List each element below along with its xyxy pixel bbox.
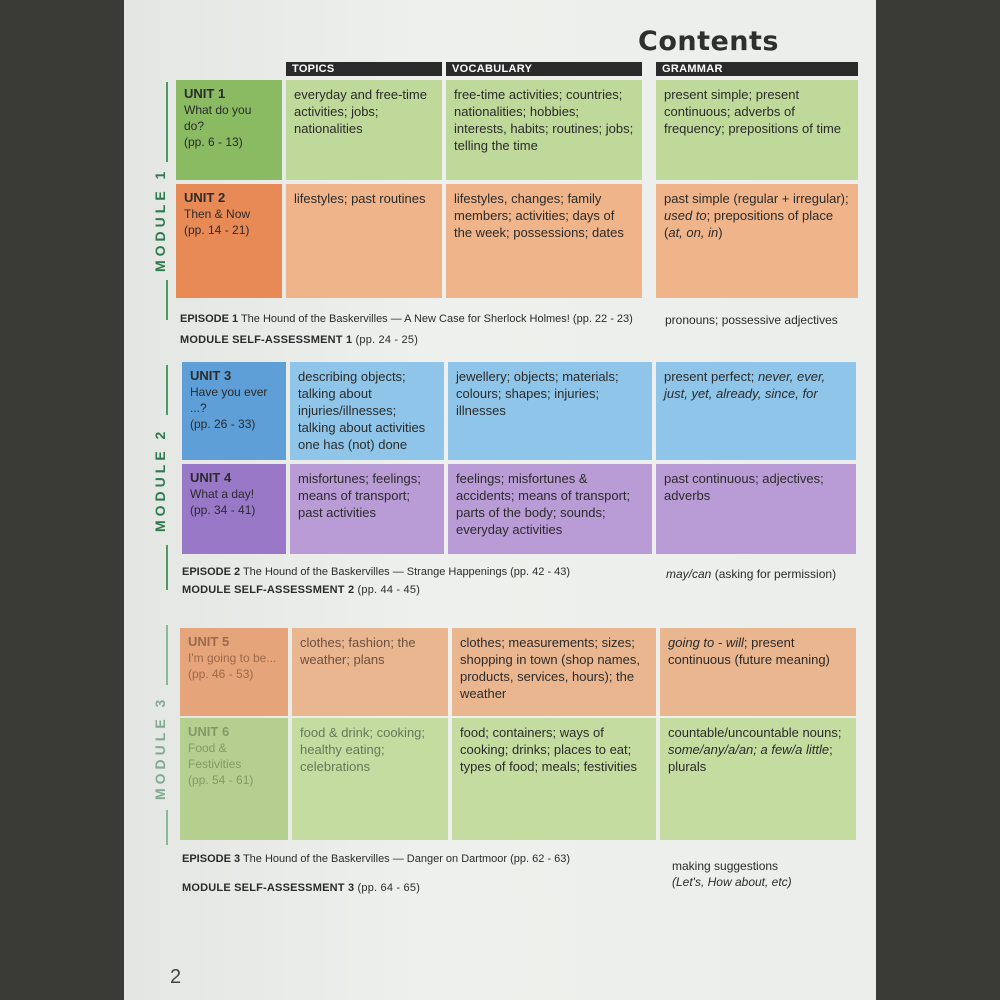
unit-3-vocabulary: jewellery; objects; materials; colours; shapes; injuries; illnesses [448,362,652,460]
episode-2-label: EPISODE 2 [182,566,241,578]
episode-3-grammar [672,858,862,890]
unit-3-grammar-part-2: never, ever, just, yet, already, since, for [664,369,826,401]
unit-2-grammar-part-5: ) [718,225,723,240]
unit-4-grammar: past continuous; adjectives; adverbs [656,464,856,554]
episode-3 [182,853,662,865]
page-number: 2 [170,966,182,988]
unit-3-topics: describing objects; talking about injuries/illnesses; talking about activities one has (not) done [290,362,444,460]
page-title: Contents [638,26,780,57]
unit-2-name: UNIT 2 [184,190,226,205]
unit-5-subtitle: I'm going to be... [188,651,277,665]
unit-2-pages: (pp. 14 - 21) [184,223,250,237]
unit-5-pages: (pp. 46 - 53) [188,667,254,681]
unit-5-topics: clothes; fashion; the weather; plans [292,628,448,716]
unit-5-cell [180,628,288,716]
module-2-line-bottom [166,545,168,590]
episode-2-grammar [666,566,866,582]
module-2-label: MODULE 2 [152,427,168,533]
module-3-line [166,625,168,685]
unit-2-grammar-part-1: past simple (regular + irregular); [664,191,849,206]
unit-2-grammar-part-4: at, on, in [668,225,719,240]
unit-3-name: UNIT 3 [190,368,232,383]
module-3-line-bottom [166,810,168,845]
episode-2-grammar-part-1: may/can [666,567,712,581]
unit-6-subtitle: Food & Festivities [188,741,242,771]
contents-page [124,0,876,1000]
episode-2-text: The Hound of the Baskervilles — Strange Happenings (pp. 42 - 43) [242,566,571,578]
unit-2-vocabulary: lifestyles, changes; family members; activities; days of the week; possessions; dates [446,184,642,298]
module-1-line [166,82,168,162]
unit-3-grammar-part-1: present perfect; [664,369,758,384]
self-assessment-2 [182,584,582,596]
episode-2-grammar-part-2: (asking for permission) [711,567,837,581]
episode-1-text: The Hound of the Baskervilles — A New Case for Sherlock Holmes! (pp. 22 - 23) [240,313,633,325]
episode-3-label: EPISODE 3 [182,853,241,865]
module-3-label: MODULE 3 [152,695,168,800]
unit-1-name: UNIT 1 [184,86,226,101]
episode-1-label: EPISODE 1 [180,313,239,325]
unit-6-grammar-part-1: countable/uncountable nouns; [668,725,842,740]
unit-4-vocabulary: feelings; misfortunes & accidents; means of transport; parts of the body; sounds; everyday activities [448,464,652,554]
header-topics: TOPICS [286,62,442,76]
unit-6-grammar [660,718,856,840]
episode-1-grammar: pronouns; possessive adjectives [665,313,838,327]
unit-6-pages: (pp. 54 - 61) [188,773,254,787]
unit-6-name: UNIT 6 [188,724,230,739]
episode-2 [182,566,662,578]
unit-5-grammar-part-1: going to - will [668,635,744,650]
unit-2-subtitle: Then & Now [184,207,251,221]
self-assessment-3-label: MODULE SELF-ASSESSMENT 3 [182,882,355,894]
header-grammar: GRAMMAR [656,62,858,76]
self-assessment-1 [180,334,580,346]
unit-1-cell [176,80,282,180]
unit-6-vocabulary: food; containers; ways of cooking; drinks; places to eat; types of food; meals; festivities [452,718,656,840]
unit-2-cell [176,184,282,298]
episode-3-text: The Hound of the Baskervilles — Danger on Dartmoor (pp. 62 - 63) [242,853,571,865]
unit-5-vocabulary: clothes; measurements; sizes; shopping in town (shop names, products, services, hours); the weather [452,628,656,716]
module-2-line [166,365,168,415]
unit-5-name: UNIT 5 [188,634,230,649]
unit-3-pages: (pp. 26 - 33) [190,417,256,431]
module-1-label: MODULE 1 [152,167,168,273]
header-vocabulary: VOCABULARY [446,62,642,76]
unit-6-grammar-part-2: some/any/a/an; a few/a little [668,742,830,757]
episode-1 [180,313,660,325]
unit-2-grammar-part-3: ; prepositions of place ( [664,208,834,240]
self-assessment-3 [182,882,582,894]
unit-5-grammar [660,628,856,716]
self-assessment-3-pages: (pp. 64 - 65) [357,882,421,894]
self-assessment-1-label: MODULE SELF-ASSESSMENT 1 [180,334,353,346]
unit-1-topics: everyday and free-time activities; jobs; nationalities [286,80,442,180]
episode-3-grammar-part-2: (Let's, How about, etc) [672,875,792,889]
unit-2-topics: lifestyles; past routines [286,184,442,298]
unit-6-cell [180,718,288,840]
unit-4-subtitle: What a day! [190,487,255,501]
unit-2-grammar [656,184,858,298]
unit-3-subtitle: Have you ever ...? [190,385,268,415]
self-assessment-2-label: MODULE SELF-ASSESSMENT 2 [182,584,355,596]
episode-3-grammar-part-1: making suggestions [672,859,779,873]
unit-1-grammar: present simple; present continuous; adverbs of frequency; prepositions of time [656,80,858,180]
unit-4-pages: (pp. 34 - 41) [190,503,256,517]
unit-3-grammar [656,362,856,460]
unit-1-vocabulary: free-time activities; countries; nationalities; hobbies; interests, habits; routines; jobs; telling the time [446,80,642,180]
self-assessment-2-pages: (pp. 44 - 45) [357,584,421,596]
unit-6-grammar-part-3: ; plurals [668,742,833,774]
unit-4-name: UNIT 4 [190,470,232,485]
unit-6-topics: food & drink; cooking; healthy eating; celebrations [292,718,448,840]
unit-4-cell [182,464,286,554]
unit-4-topics: misfortunes; feelings; means of transport; past activities [290,464,444,554]
module-1-line-bottom [166,280,168,320]
unit-5-grammar-part-2: ; present continuous (future meaning) [668,635,830,667]
unit-2-grammar-part-2: used to [664,208,707,223]
unit-1-subtitle: What do you do? [184,103,252,133]
unit-3-cell [182,362,286,460]
unit-1-pages: (pp. 6 - 13) [184,135,243,149]
self-assessment-1-pages: (pp. 24 - 25) [355,334,419,346]
